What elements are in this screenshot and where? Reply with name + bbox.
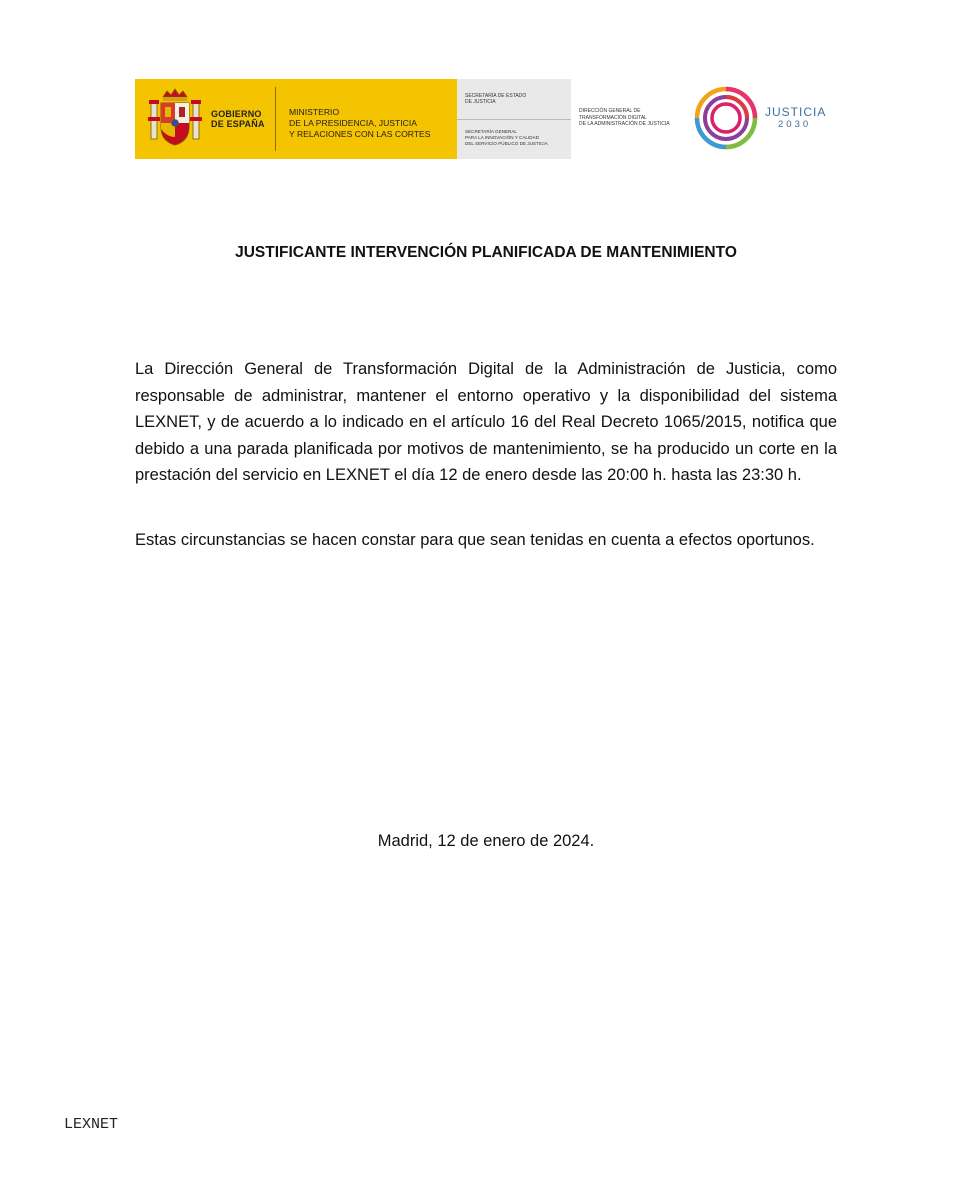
government-name: GOBIERNO DE ESPAÑA [211,109,265,129]
government-logo-block [135,79,471,159]
divider [275,87,276,151]
secretaria-general-label: SECRETARÍA GENERAL PARA LA INNOVACIÓN Y CALIDAD DEL SERVICIO PÚBLICO DE JUSTICIA [465,129,548,146]
document-title: JUSTIFICANTE INTERVENCIÓN PLANIFICADA DE MANTENIMIENTO [235,244,737,261]
justicia-logo-year: 2030 [778,119,812,130]
footer-mark: LEXNET [64,1116,119,1133]
secretaria-block [457,79,571,159]
justicia-logo-word: JUSTICIA [765,105,827,119]
justicia-ring-icon [693,85,759,151]
body-paragraph: Estas circunstancias se hacen constar para que sean tenidas en cuenta a efectos oportunos. [135,531,815,549]
place-date: Madrid, 12 de enero de 2024. [377,832,595,850]
divider [457,119,571,120]
direccion-general-label: DIRECCIÓN GENERAL DE TRANSFORMACIÓN DIGITAL DE LA ADMINISTRACIÓN DE JUSTICIA [579,108,670,127]
body-paragraph: La Dirección General de Transformación Digital de la Administración de Justicia, como responsable de administrar, mantener el entorno operativo y la disponibilidad del sistema LEXNET, y de acuerdo a lo indicado en el artículo 16 del Real Decreto 1065/2015, notifica que debido a una parada planificada por motivos de mantenimiento, se ha producido un corte en la prestación del servicio en LEXNET el día 12 de enero desde las 20:00 h. hasta las 23:30 h. [135,360,837,484]
ministry-name: MINISTERIO DE LA PRESIDENCIA, JUSTICIA Y RELACIONES CON LAS CORTES [289,107,431,139]
secretaria-estado-label: SECRETARÍA DE ESTADO DE JUSTICIA [465,93,527,105]
letterhead [135,79,835,159]
coat-of-arms-icon [147,87,203,151]
